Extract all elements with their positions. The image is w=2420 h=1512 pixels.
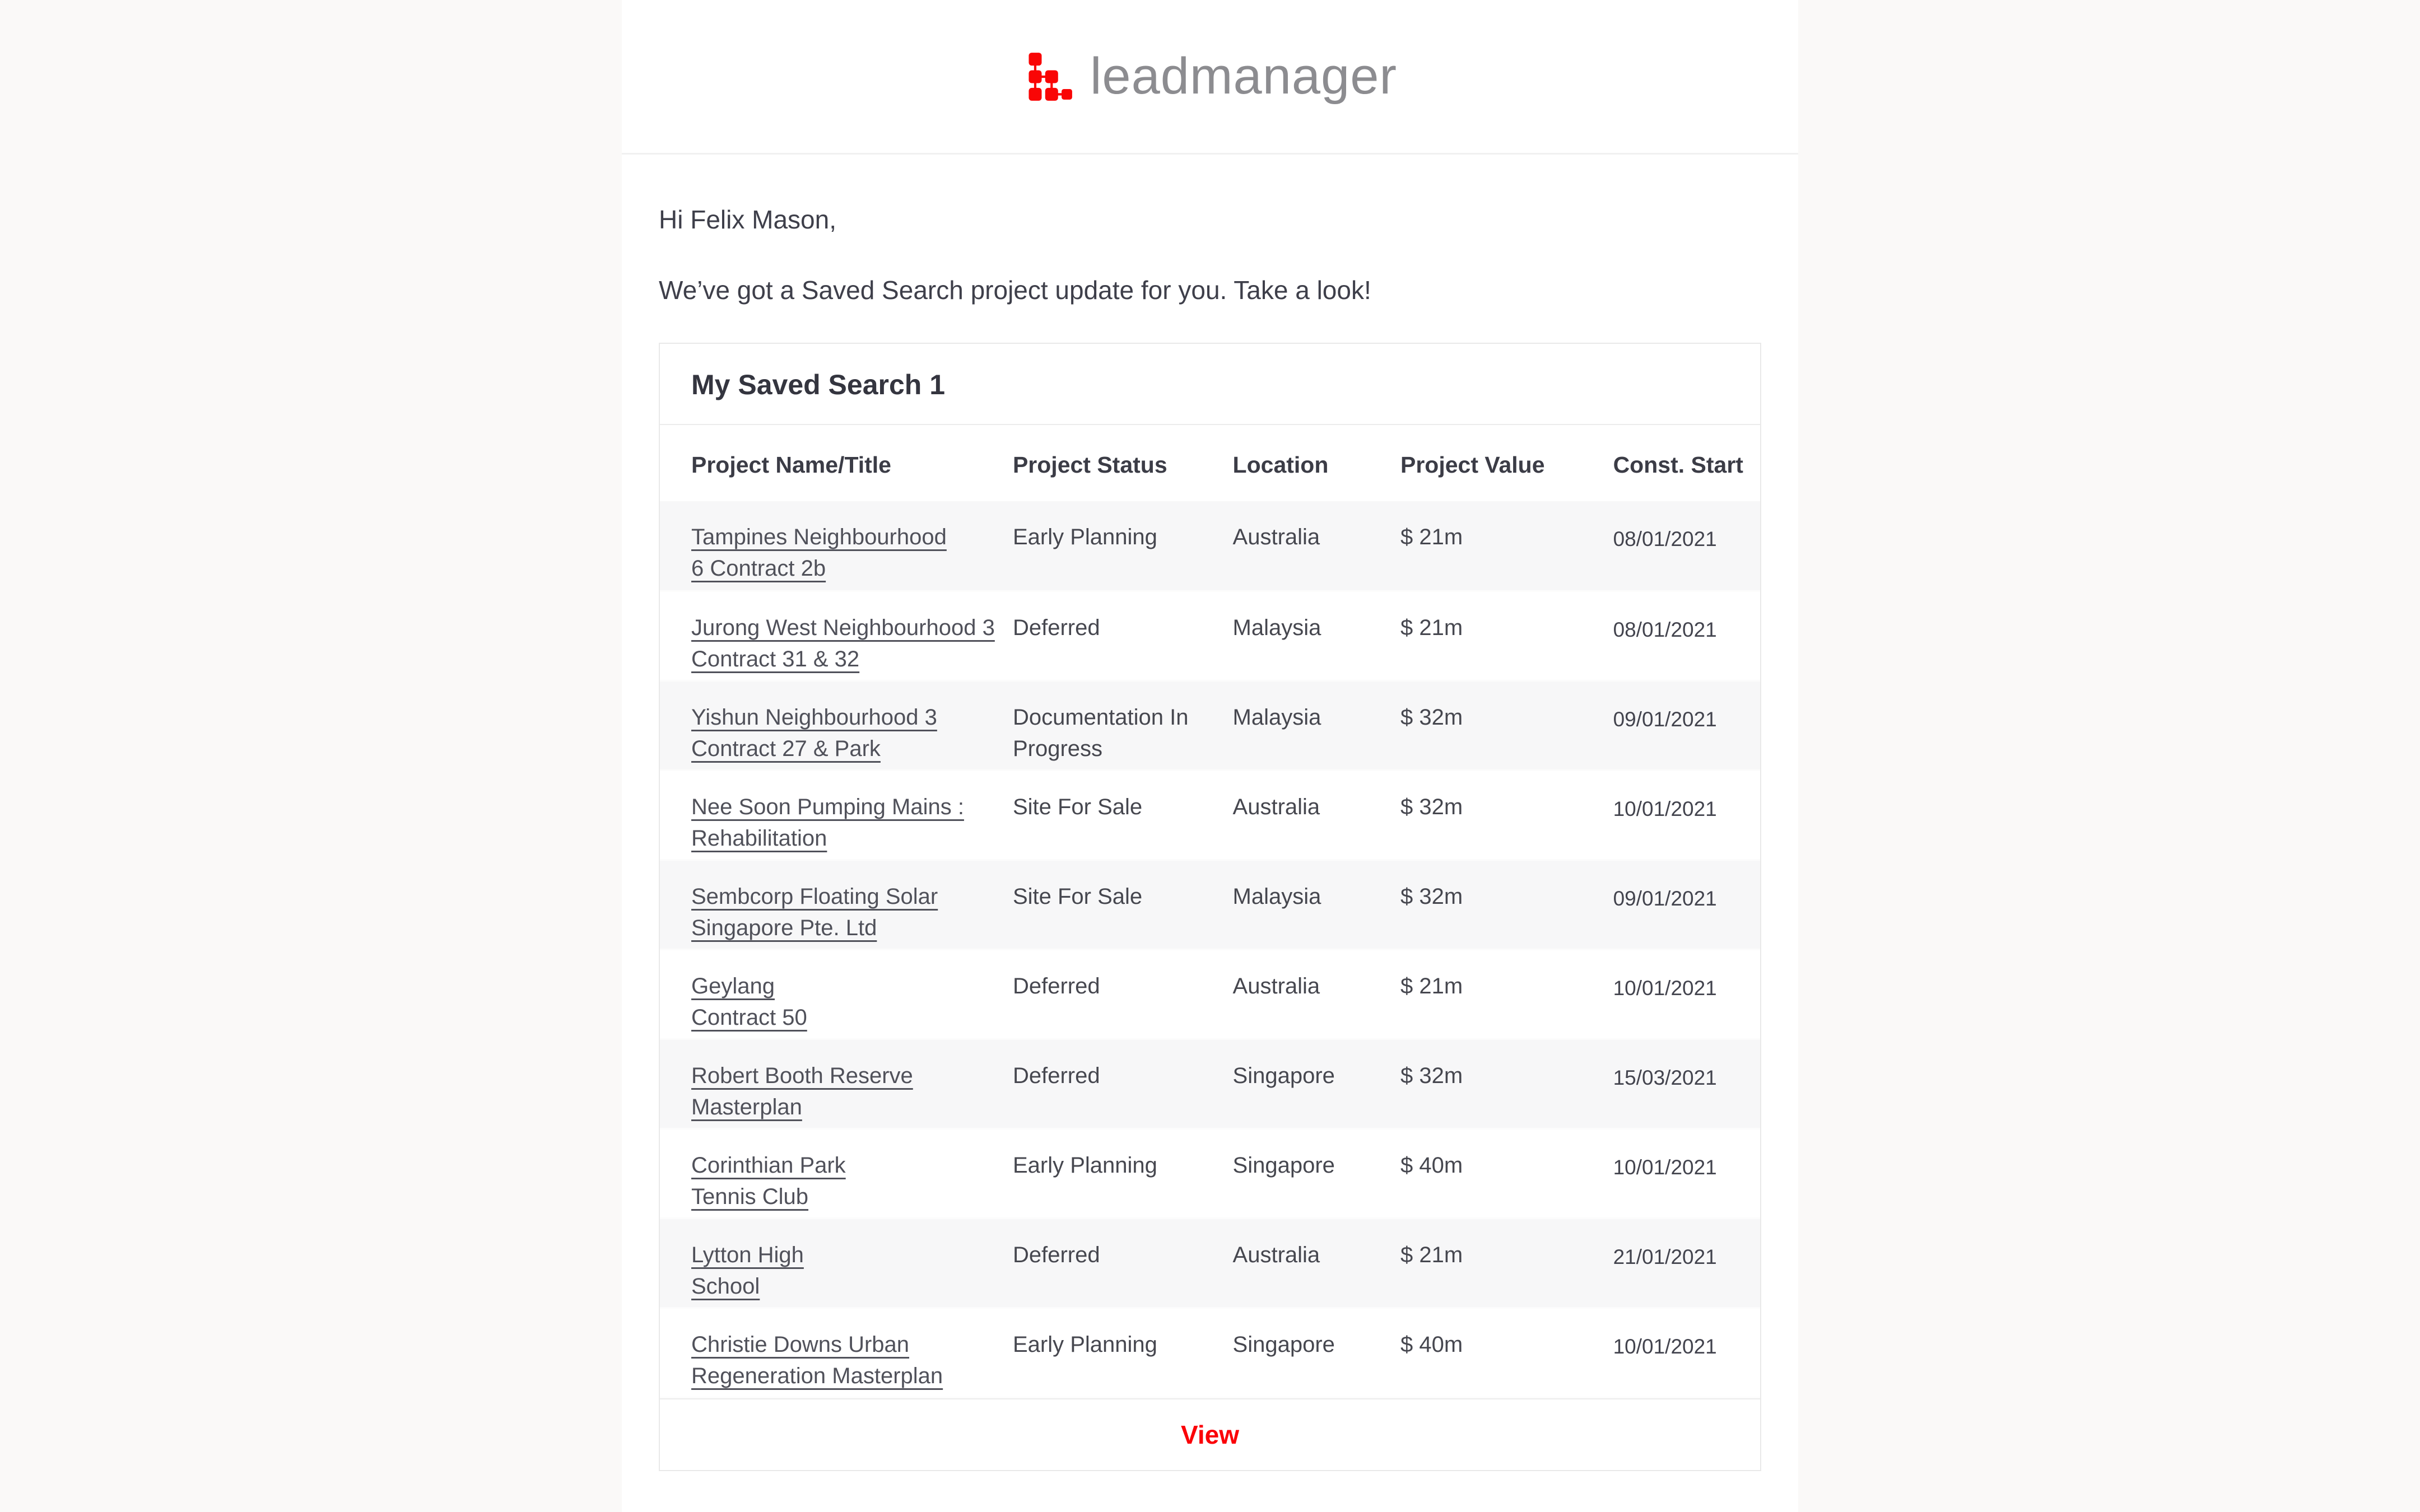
const-start-cell: 09/01/2021 bbox=[1613, 886, 1717, 910]
project-name-cell bbox=[660, 1308, 1013, 1397]
const-start-cell: 10/01/2021 bbox=[1613, 797, 1717, 820]
const-start-cell: 10/01/2021 bbox=[1613, 1155, 1717, 1179]
table-row bbox=[660, 1128, 1760, 1218]
project-name-link[interactable]: Robert Booth Reserve Masterplan bbox=[691, 1063, 913, 1119]
const-start-cell: 15/03/2021 bbox=[1613, 1066, 1717, 1089]
leadmanager-logo bbox=[1023, 47, 1397, 106]
project-name-cell bbox=[660, 860, 1013, 949]
location-cell: Malaysia bbox=[1232, 704, 1321, 730]
table-row bbox=[660, 1218, 1760, 1308]
project-status-cell: Deferred bbox=[1012, 1242, 1100, 1267]
column-header-project-value: Project Value bbox=[1400, 452, 1545, 478]
table-row bbox=[660, 949, 1760, 1039]
const-start-cell: 10/01/2021 bbox=[1613, 1334, 1717, 1358]
project-value-cell: $ 21m bbox=[1400, 525, 1463, 549]
const-start-cell: 09/01/2021 bbox=[1613, 707, 1717, 731]
saved-search-card bbox=[659, 343, 1761, 1471]
table-row bbox=[660, 770, 1760, 860]
project-value-cell: $ 32m bbox=[1400, 1063, 1463, 1088]
project-name-link[interactable]: Nee Soon Pumping Mains : Rehabilitation bbox=[691, 794, 964, 851]
location-cell: Singapore bbox=[1232, 1332, 1335, 1357]
project-value-cell: $ 21m bbox=[1400, 1242, 1463, 1267]
project-status-cell: Early Planning bbox=[1012, 1332, 1157, 1357]
project-status-cell: Documentation In Progress bbox=[1012, 704, 1189, 761]
table-row bbox=[660, 1039, 1760, 1128]
location-cell: Singapore bbox=[1232, 1063, 1335, 1088]
project-value-cell: $ 40m bbox=[1400, 1152, 1463, 1178]
project-name-link[interactable]: Geylang Contract 50 bbox=[691, 973, 807, 1030]
location-cell: Malaysia bbox=[1232, 884, 1321, 909]
table-row bbox=[660, 680, 1760, 770]
const-start-cell: 08/01/2021 bbox=[1613, 618, 1717, 641]
intro-text: We’ve got a Saved Search project update for you. Take a look! bbox=[659, 276, 1371, 305]
project-name-cell bbox=[660, 501, 1013, 591]
project-name-cell bbox=[660, 949, 1013, 1039]
project-name-cell bbox=[660, 1218, 1013, 1308]
location-cell: Malaysia bbox=[1232, 615, 1321, 640]
column-header-const-start: Const. Start bbox=[1613, 452, 1743, 478]
location-cell: Australia bbox=[1232, 525, 1320, 549]
location-cell: Australia bbox=[1232, 794, 1320, 819]
project-status-cell: Deferred bbox=[1012, 615, 1100, 640]
project-name-link[interactable]: Tampines Neighbourhood 6 Contract 2b bbox=[691, 525, 947, 581]
email-body bbox=[622, 0, 1798, 1512]
project-status-cell: Early Planning bbox=[1012, 525, 1157, 549]
project-name-link[interactable]: Lytton High School bbox=[691, 1242, 804, 1299]
project-value-cell: $ 32m bbox=[1400, 884, 1463, 909]
saved-search-title: My Saved Search 1 bbox=[660, 344, 1760, 425]
email-content bbox=[622, 155, 1798, 1471]
location-cell: Singapore bbox=[1232, 1152, 1335, 1178]
location-cell: Australia bbox=[1232, 1242, 1320, 1267]
const-start-cell: 10/01/2021 bbox=[1613, 976, 1717, 1000]
project-name-cell bbox=[660, 680, 1013, 770]
const-start-cell: 08/01/2021 bbox=[1613, 528, 1717, 550]
table-row bbox=[660, 591, 1760, 680]
table-row bbox=[660, 1308, 1760, 1397]
table-header-row bbox=[660, 425, 1760, 501]
project-name-cell bbox=[660, 591, 1013, 680]
const-start-cell: 21/01/2021 bbox=[1613, 1245, 1717, 1268]
project-name-link[interactable]: Christie Downs Urban Regeneration Masterplan bbox=[691, 1332, 943, 1388]
project-status-cell: Early Planning bbox=[1012, 1152, 1157, 1178]
project-name-link[interactable]: Yishun Neighbourhood 3 Contract 27 & Park bbox=[691, 704, 937, 761]
table-row bbox=[660, 501, 1760, 591]
card-footer bbox=[660, 1398, 1760, 1470]
table-row bbox=[660, 860, 1760, 949]
column-header-project-name: Project Name/Title bbox=[691, 452, 891, 478]
project-name-link[interactable]: Jurong West Neighbourhood 3 Contract 31 & 32 bbox=[691, 615, 995, 671]
project-name-cell bbox=[660, 770, 1013, 860]
project-status-cell: Deferred bbox=[1012, 1063, 1100, 1088]
project-status-cell: Site For Sale bbox=[1012, 794, 1143, 819]
projects-table bbox=[660, 425, 1760, 1398]
project-value-cell: $ 40m bbox=[1400, 1332, 1463, 1357]
project-status-cell: Site For Sale bbox=[1012, 884, 1143, 909]
email-header bbox=[622, 0, 1798, 155]
project-value-cell: $ 32m bbox=[1400, 794, 1463, 819]
project-name-link[interactable]: Corinthian Park Tennis Club bbox=[691, 1152, 846, 1209]
column-header-project-status: Project Status bbox=[1012, 452, 1167, 478]
project-name-link[interactable]: Sembcorp Floating Solar Singapore Pte. Ltd bbox=[691, 884, 938, 940]
table-rows bbox=[660, 501, 1760, 1397]
project-value-cell: $ 32m bbox=[1400, 704, 1463, 730]
project-value-cell: $ 21m bbox=[1400, 973, 1463, 998]
project-value-cell: $ 21m bbox=[1400, 615, 1463, 640]
view-link[interactable]: View bbox=[1181, 1420, 1239, 1449]
project-status-cell: Deferred bbox=[1012, 973, 1100, 998]
location-cell: Australia bbox=[1232, 973, 1320, 998]
project-name-cell bbox=[660, 1039, 1013, 1128]
leadmanager-logo-text: leadmanager bbox=[1090, 48, 1398, 105]
project-name-cell bbox=[660, 1128, 1013, 1218]
column-header-location: Location bbox=[1232, 452, 1329, 478]
leadmanager-logo-icon bbox=[1023, 52, 1073, 101]
greeting-text: Hi Felix Mason, bbox=[659, 205, 836, 234]
